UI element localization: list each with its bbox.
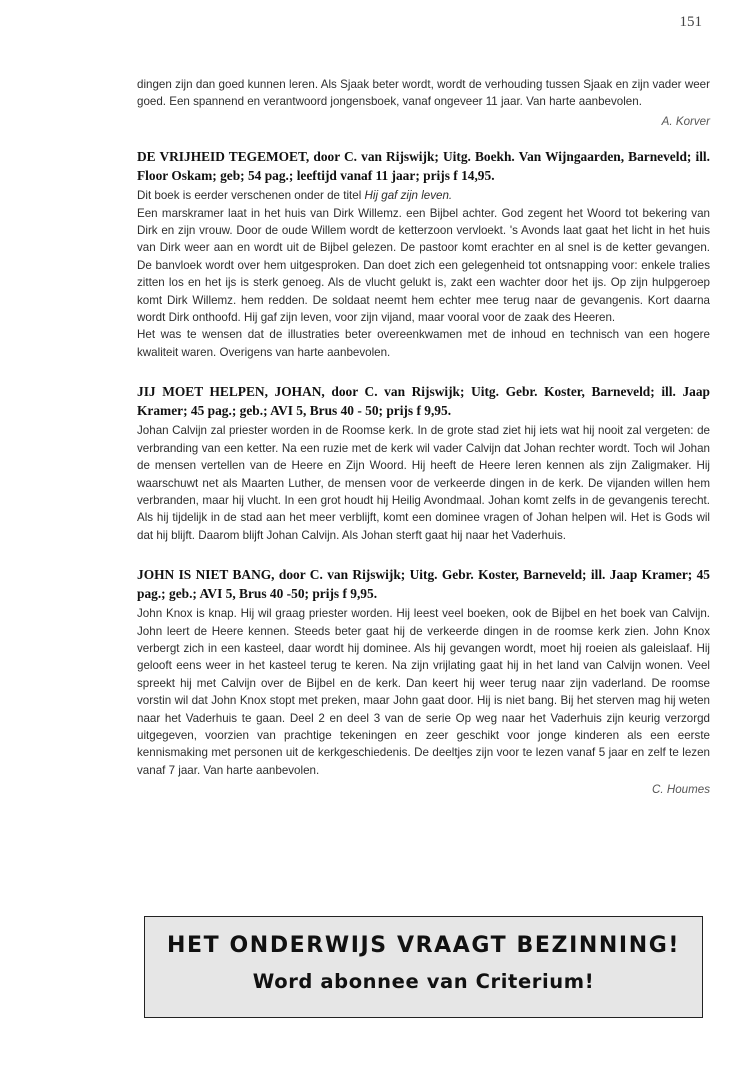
review-note [137, 187, 710, 204]
advert-subscribe-line: Word abonnee van Criterium! [252, 970, 595, 993]
page-content [137, 76, 710, 799]
review-jij-moet-helpen-johan [137, 383, 710, 544]
intro-signature: A. Korver [661, 114, 710, 128]
review-body: Johan Calvijn zal priester worden in de Roomse kerk. In de grote stad ziet hij iets wat hij nooit zal vergeten: de verbranding van een ketter. Na een ruzie met de kerk wil vader Calvijn dat Johan rechter wordt. Toch wil Johan de mensen vertellen van de Heere en Zijn Woord. Hij heeft de Heere leren kennen als zijn Zaligmaker. Hij waarschuwt net als Maarten Luther, de mensen voor de verkeerde dingen in de kerk. De vijanden willen hem verbranden, maar hij vlucht. In een grot houdt hij Heilig Avondmaal. Johan komt zelfs in de gevangenis terecht. Als hij tijdelijk in de stad aan het meer verblijft, komt een dominee vragen of Johan helpen wil. Het is Gods wil dat hij blijft. Daarom blijft Johan Calvijn. Als Johan sterft gaat hij naar het Vaderhuis. [137, 424, 710, 542]
review-note-title: Hij gaf zijn leven. [364, 189, 453, 203]
review-heading: JIJ MOET HELPEN, JOHAN, door C. van Rijswijk; Uitg. Gebr. Koster, Barneveld; ill. Jaap Kramer; 45 pag.; geb.; AVI 5, Brus 40 - 50; prijs f 9,95. [137, 384, 710, 418]
review-heading: DE VRIJHEID TEGEMOET, door C. van Rijswijk; Uitg. Boekh. Van Wijngaarden, Barneveld; ill. Floor Oskam; geb; 54 pag.; leeftijd vanaf 11 jaar; prijs f 14,95. [137, 149, 710, 183]
review-body: John Knox is knap. Hij wil graag priester worden. Hij leest veel boeken, ook de Bijbel en het boek van Calvijn. John leert de Heere kennen. Steeds beter gaat hij de verkeerde dingen in de roomse kerk zien. John Knox verbergt zich in een kasteel, daar wordt hij dominee. Als hij gevangen wordt, moet hij roeien als galeislaaf. Hij gelooft eens weer in het kasteel terug te keren. Na zijn vrijlating gaat hij in het land van Calvijn wonen. Veel spreekt hij met Calvijn over de Bijbel en de kerk. Dan keert hij weer terug naar zijn vaderland. De roomse vorstin wil dat John Knox stopt met preken, maar John gaat door. Hij is niet bang. Bij het sterven mag hij weten naar het Vaderhuis te gaan. Deel 2 en deel 3 van de serie Op weg naar het Vaderhuis zijn keurig verzorgd uitgegeven, voorzien van prachtige tekeningen en zeer geschikt voor jonge kinderen als een eerste kennismaking met personen uit de kerkgeschiedenis. De deeltjes zijn voor te lezen vanaf 5 jaar en zelf te lezen vanaf 7 jaar. Van harte aanbevolen. [137, 607, 710, 777]
review-heading: JOHN IS NIET BANG, door C. van Rijswijk; Uitg. Gebr. Koster, Barneveld; ill. Jaap Kramer; 45 pag.; geb.; AVI 5, Brus 40 -50; prijs f 9,95. [137, 567, 710, 601]
page-number: 151 [679, 14, 702, 30]
review-body: Een marskramer laat in het huis van Dirk Willemz. een Bijbel achter. God zegent het Woord tot bekering van Dirk en zijn vrouw. Door de oude Willem wordt de ketterzoon vervloekt. 's Avonds laat gaat het licht in het huis van Dirk weer aan en wordt uit de Bijbel gelezen. De pastoor komt erachter en al snel is de ketter gevangen. De banvloek wordt over hem uitgesproken. Dan doet zich een gelegenheid tot ontsnapping voor: enkele tralies zitten los en het ijs is sterk genoeg. Als de vlucht gelukt is, zakt een wachter door het ijs. Op zijn hulpgeroep komt Dirk Willemz. hem redden. De soldaat neemt hem echter mee terug naar de gevangenis. Kort daarna wordt Dirk onthoofd. Hij gaf zijn leven, voor zijn vijand, maar vooral voor de zaak des Heeren. [137, 206, 710, 325]
intro-review-tail [137, 76, 710, 130]
review-signature: C. Houmes [652, 783, 710, 797]
intro-paragraph: dingen zijn dan goed kunnen leren. Als Sjaak beter wordt, wordt de verhouding tussen Sjaak en zijn vader weer goed. Een spannend en verantwoord jongensboek, vanaf ongeveer 11 jaar. Van harte aanbevolen. [137, 78, 710, 109]
review-de-vrijheid-tegemoet [137, 148, 710, 361]
advert-headline: HET ONDERWIJS VRAAGT BEZINNING! [167, 933, 680, 958]
criterium-advertisement [144, 916, 703, 1018]
review-note-prefix: Dit boek is eerder verschenen onder de titel [137, 189, 365, 203]
review-closing: Het was te wensen dat de illustraties beter overeenkwamen met de inhoud en technisch van een hogere kwaliteit waren. Overigens van harte aanbevolen. [137, 328, 710, 359]
review-john-is-niet-bang [137, 566, 710, 798]
